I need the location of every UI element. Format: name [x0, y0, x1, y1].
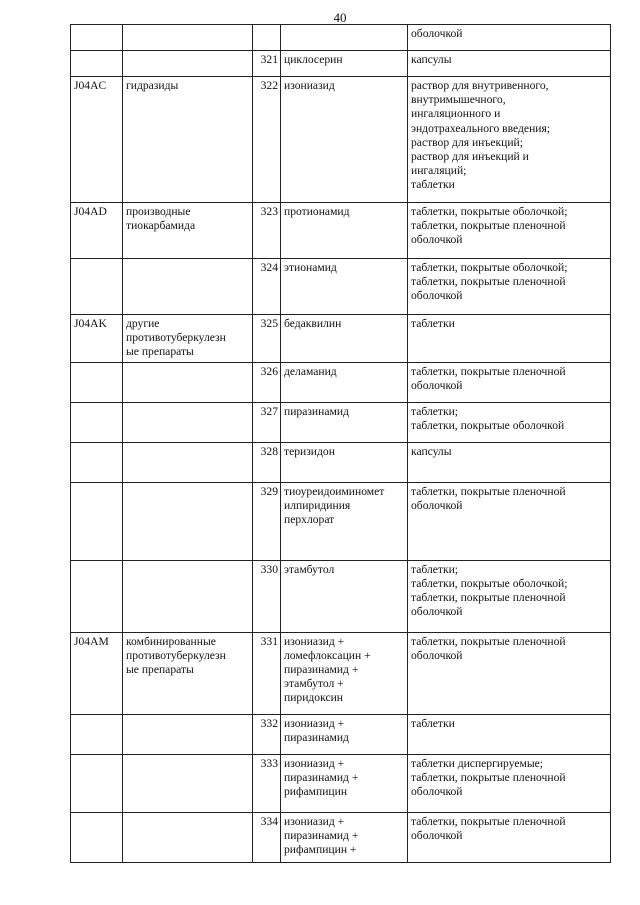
item-number-cell: 326 — [253, 362, 281, 402]
dosage-form-line: таблетки, покрытые пленочной — [411, 484, 566, 498]
atc-code-cell: J04AD — [71, 203, 123, 259]
dosage-form-cell — [408, 754, 611, 812]
atc-group-cell — [123, 402, 253, 442]
table-row — [71, 754, 611, 812]
atc-code-cell — [71, 754, 123, 812]
group-line: ые препараты — [126, 345, 194, 359]
drug-name-line: пиридоксин — [284, 691, 344, 705]
dosage-form-cell — [408, 259, 611, 315]
item-number-cell: 331 — [253, 632, 281, 714]
atc-group-cell — [123, 632, 253, 714]
drug-name-cell — [281, 482, 408, 560]
atc-code-cell — [71, 25, 123, 51]
atc-group-cell — [123, 203, 253, 259]
drug-name-cell — [281, 754, 408, 812]
page-number: 40 — [333, 10, 347, 25]
dosage-form-line: капсулы — [411, 53, 452, 66]
atc-group-cell — [123, 754, 253, 812]
dosage-form-line: таблетки диспергируемые; — [411, 756, 543, 770]
atc-group-cell: гидразиды — [123, 77, 253, 203]
dosage-form-line: оболочкой — [411, 498, 463, 512]
drug-name-line: рифампицин + — [284, 843, 357, 857]
dosage-form-line: таблетки — [411, 317, 455, 330]
dosage-form-line: таблетки, покрытые пленочной — [411, 591, 566, 605]
drug-name-cell — [281, 714, 408, 754]
dosage-form-line: раствор для внутривенного, — [411, 79, 549, 92]
drug-name-line: изониазид + — [284, 634, 345, 648]
dosage-form-cell — [408, 442, 611, 482]
table-row — [71, 632, 611, 714]
drug-name-line: рифампицин — [284, 785, 348, 799]
drug-name-line: пиразинамид + — [284, 770, 359, 784]
dosage-form-line: оболочкой — [411, 378, 463, 392]
drug-name-line: пиразинамид + — [284, 828, 359, 842]
dosage-form-cell — [408, 482, 611, 560]
dosage-form-cell — [408, 632, 611, 714]
atc-group-cell — [123, 25, 253, 51]
drug-name-line: изониазид + — [284, 756, 345, 770]
drug-name-cell — [281, 25, 408, 51]
table-row — [71, 259, 611, 315]
drug-name-cell: бедаквилин — [281, 315, 408, 363]
dosage-form-cell — [408, 51, 611, 77]
table-row — [71, 362, 611, 402]
dosage-form-line: таблетки, покрытые пленочной — [411, 814, 566, 828]
atc-code-cell: J04AK — [71, 315, 123, 363]
dosage-form-line: оболочкой — [411, 648, 463, 662]
drug-name-line: пиразинамид + — [284, 663, 359, 677]
table-row — [71, 714, 611, 754]
drug-name-cell: пиразинамид — [281, 402, 408, 442]
table-row — [71, 51, 611, 77]
group-line: ые препараты — [126, 663, 194, 677]
atc-code-cell — [71, 714, 123, 754]
drug-name-line: ломефлоксацин + — [284, 648, 371, 662]
drug-name-line: пиразинамид — [284, 730, 349, 744]
dosage-form-line: оболочкой — [411, 605, 463, 619]
atc-code-cell — [71, 482, 123, 560]
drug-name-cell: этионамид — [281, 259, 408, 315]
item-number-cell: 322 — [253, 77, 281, 203]
dosage-form-line: капсулы — [411, 444, 452, 458]
dosage-form-line: таблетки, покрытые оболочкой; — [411, 205, 568, 218]
item-number-cell: 325 — [253, 315, 281, 363]
atc-group-cell — [123, 442, 253, 482]
table-row — [71, 482, 611, 560]
item-number-cell: 321 — [253, 51, 281, 77]
drug-name-cell — [281, 812, 408, 862]
dosage-form-line: таблетки — [411, 716, 455, 730]
table-row — [71, 25, 611, 51]
drug-name-line: изониазид + — [284, 814, 345, 828]
table-row — [71, 402, 611, 442]
dosage-form-line: таблетки, покрытые пленочной — [411, 770, 566, 784]
atc-group-cell — [123, 812, 253, 862]
item-number-cell: 333 — [253, 754, 281, 812]
drug-name-cell: протионамид — [281, 203, 408, 259]
dosage-form-line: таблетки, покрытые оболочкой; — [411, 576, 568, 590]
item-number-cell: 324 — [253, 259, 281, 315]
atc-group-cell — [123, 714, 253, 754]
dosage-form-line: ингаляционного и — [411, 107, 501, 121]
item-number-cell: 334 — [253, 812, 281, 862]
drug-name-cell: деламанид — [281, 362, 408, 402]
dosage-form-line: таблетки, покрытые пленочной — [411, 219, 566, 233]
dosage-form-line: оболочкой — [411, 785, 463, 799]
dosage-form-line: оболочкой — [411, 289, 463, 303]
dosage-form-line: таблетки, покрытые пленочной — [411, 275, 566, 289]
dosage-form-cell — [408, 315, 611, 363]
atc-code-cell — [71, 442, 123, 482]
atc-group-cell — [123, 259, 253, 315]
dosage-form-line: эндотрахеального введения; — [411, 121, 551, 135]
atc-group-cell — [123, 482, 253, 560]
dosage-form-line: таблетки — [411, 178, 455, 192]
item-number-cell: 328 — [253, 442, 281, 482]
atc-code-cell — [71, 362, 123, 402]
dosage-form-cell — [408, 77, 611, 203]
dosage-form-line: таблетки, покрытые пленочной — [411, 364, 566, 378]
dosage-form-cell — [408, 362, 611, 402]
dosage-form-cell — [408, 203, 611, 259]
drug-name-cell: циклосерин — [281, 51, 408, 77]
dosage-form-line: раствор для инъекций и — [411, 150, 529, 164]
group-line: противотуберкулезн — [126, 648, 226, 662]
item-number-cell: 329 — [253, 482, 281, 560]
dosage-form-cell — [408, 402, 611, 442]
atc-code-cell — [71, 259, 123, 315]
drug-name-cell: теризидон — [281, 442, 408, 482]
dosage-form-cell — [408, 714, 611, 754]
atc-group-cell — [123, 362, 253, 402]
group-line: комбинированные — [126, 634, 216, 648]
medication-table — [70, 24, 611, 863]
drug-name-cell: этамбутол — [281, 560, 408, 632]
dosage-form-line: таблетки; — [411, 562, 459, 576]
dosage-form-line: оболочкой — [411, 828, 463, 842]
dosage-form-line: таблетки; — [411, 404, 459, 418]
atc-group-cell — [123, 560, 253, 632]
item-number-cell: 327 — [253, 402, 281, 442]
table-row — [71, 77, 611, 203]
atc-group-cell — [123, 315, 253, 363]
drug-name-line: этамбутол + — [284, 677, 344, 691]
atc-code-cell — [71, 812, 123, 862]
drug-name-line: илпиридиния — [284, 498, 351, 512]
drug-name-line: изониазид + — [284, 716, 345, 730]
drug-name-line: перхлорат — [284, 513, 335, 527]
table-row — [71, 203, 611, 259]
atc-code-cell — [71, 51, 123, 77]
dosage-form-line: таблетки, покрытые оболочкой; — [411, 261, 568, 274]
table-row — [71, 315, 611, 363]
drug-name-cell: изониазид — [281, 77, 408, 203]
dosage-form-line: оболочкой — [411, 27, 463, 40]
item-number-cell: 323 — [253, 203, 281, 259]
dosage-form-line: раствор для инъекций; — [411, 135, 523, 149]
atc-code-cell: J04AC — [71, 77, 123, 203]
table-row — [71, 812, 611, 862]
group-line: противотуберкулезн — [126, 331, 226, 345]
dosage-form-line: таблетки, покрытые оболочкой — [411, 418, 565, 432]
drug-name-line: тиоуреидоиминомет — [284, 484, 385, 498]
table-row — [71, 442, 611, 482]
dosage-form-cell — [408, 560, 611, 632]
dosage-form-line: оболочкой — [411, 233, 463, 247]
dosage-form-cell — [408, 812, 611, 862]
item-number-cell — [253, 25, 281, 51]
dosage-form-line: ингаляций; — [411, 164, 467, 178]
group-line: тиокарбамида — [126, 219, 196, 233]
dosage-form-cell — [408, 25, 611, 51]
item-number-cell: 332 — [253, 714, 281, 754]
atc-code-cell — [71, 402, 123, 442]
dosage-form-line: таблетки, покрытые пленочной — [411, 634, 566, 648]
group-line: производные — [126, 205, 191, 218]
atc-group-cell — [123, 51, 253, 77]
drug-name-cell — [281, 632, 408, 714]
item-number-cell: 330 — [253, 560, 281, 632]
group-line: другие — [126, 317, 160, 330]
atc-code-cell: J04AM — [71, 632, 123, 714]
atc-code-cell — [71, 560, 123, 632]
dosage-form-line: внутримышечного, — [411, 93, 506, 107]
table-row — [71, 560, 611, 632]
